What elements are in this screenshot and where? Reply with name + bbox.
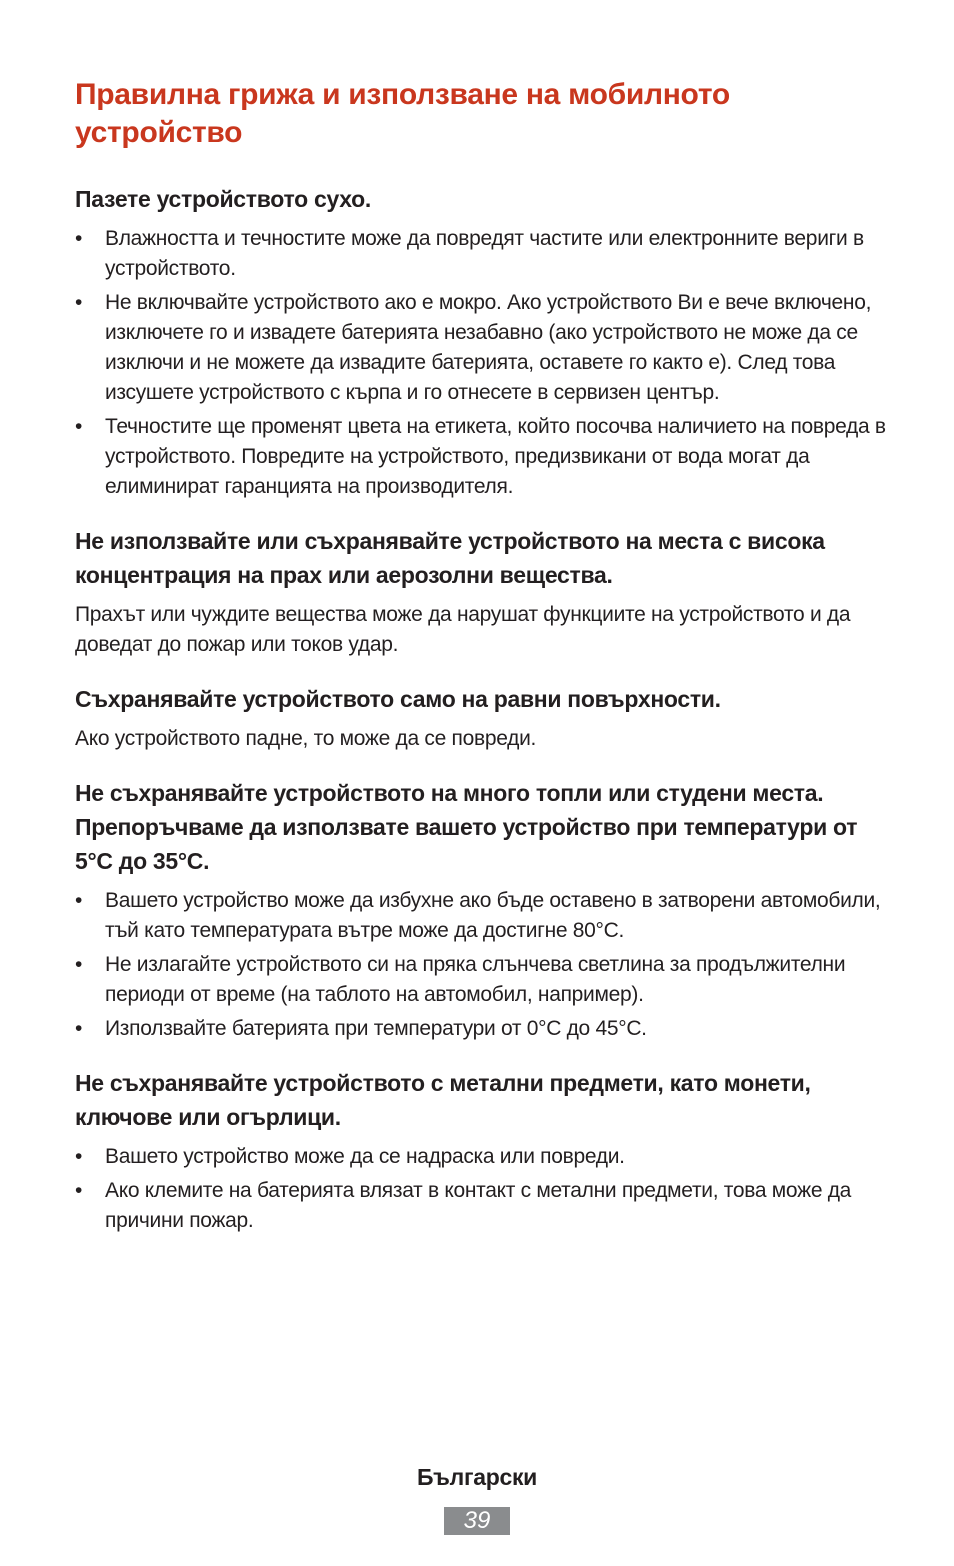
bullet-text: Течностите ще променят цвета на етикета, който посочва наличието на повреда в устройството. Повредите на устройството, предизвикани от вода могат да елиминират гаранцията на производителя.	[105, 415, 886, 498]
bullet-list	[75, 886, 887, 1044]
section-heading: Не съхранявайте устройството с метални предмети, като монети, ключове или огърлици.	[75, 1070, 811, 1130]
bullet-item	[75, 950, 887, 1010]
bullet-item	[75, 224, 887, 284]
bullet-text: Влажността и течностите може да повредят частите или електронните вериги в устройството.	[105, 227, 864, 280]
section-heading: Съхранявайте устройството само на равни повърхности.	[75, 686, 721, 712]
bullet-list	[75, 1142, 887, 1236]
bullet-item	[75, 1142, 887, 1172]
page-title: Правилна грижа и използване на мобилното устройство	[75, 78, 730, 149]
bullet-text: Използвайте батерията при температури от 0°C до 45°C.	[105, 1017, 647, 1040]
bullet-icon: •	[75, 227, 83, 250]
section-metal-objects	[75, 1066, 887, 1236]
section-paragraph: Прахът или чуждите вещества може да нарушат функциите на устройството и да доведат до пожар или токов удар.	[75, 603, 851, 656]
bullet-icon: •	[75, 1145, 83, 1168]
section-heading: Не използвайте или съхранявайте устройството на места с висока концентрация на прах или аерозолни вещества.	[75, 528, 825, 588]
section-heading: Не съхранявайте устройството на много топли или студени места. Препоръчваме да използвате вашето устройство при температури от 5°C до 35°C.	[75, 780, 858, 874]
document-page	[75, 76, 887, 1258]
bullet-item	[75, 1176, 887, 1236]
bullet-icon: •	[75, 415, 83, 438]
bullet-text: Вашето устройство може да се надраска или повреди.	[105, 1145, 625, 1168]
section-keep-dry	[75, 182, 887, 502]
bullet-icon: •	[75, 889, 83, 912]
section-dust	[75, 524, 887, 660]
footer-language: Български	[416, 1464, 538, 1490]
bullet-item	[75, 886, 887, 946]
bullet-icon: •	[75, 1017, 83, 1040]
bullet-text: Не включвайте устройството ако е мокро. Ако устройството Ви е вече включено, изключете го и извадете батерията незабавно (ако устройството не може да се изключи и не можете да извадите батерията, оставете го както е). След това изсушете устройството с кърпа и го отнесете в сервизен център.	[105, 291, 872, 404]
section-paragraph: Ако устройството падне, то може да се повреди.	[75, 727, 537, 750]
bullet-icon: •	[75, 953, 83, 976]
bullet-item	[75, 288, 887, 408]
bullet-item	[75, 412, 887, 502]
bullet-text: Вашето устройство може да избухне ако бъде оставено в затворени автомобили, тъй като температурата вътре може да достигне 80°C.	[105, 889, 881, 942]
section-temperature	[75, 776, 887, 1044]
page-number-badge: 39	[444, 1507, 510, 1535]
section-flat-surfaces	[75, 682, 887, 754]
bullet-list	[75, 224, 887, 502]
section-heading: Пазете устройството сухо.	[75, 186, 371, 212]
bullet-item	[75, 1014, 887, 1044]
bullet-text: Ако клемите на батерията влязат в контакт с метални предмети, това може да причини пожар.	[105, 1179, 852, 1232]
bullet-icon: •	[75, 291, 83, 314]
bullet-icon: •	[75, 1179, 83, 1202]
bullet-text: Не излагайте устройството си на пряка слънчева светлина за продължителни периоди от време (на таблото на автомобил, например).	[105, 953, 846, 1006]
